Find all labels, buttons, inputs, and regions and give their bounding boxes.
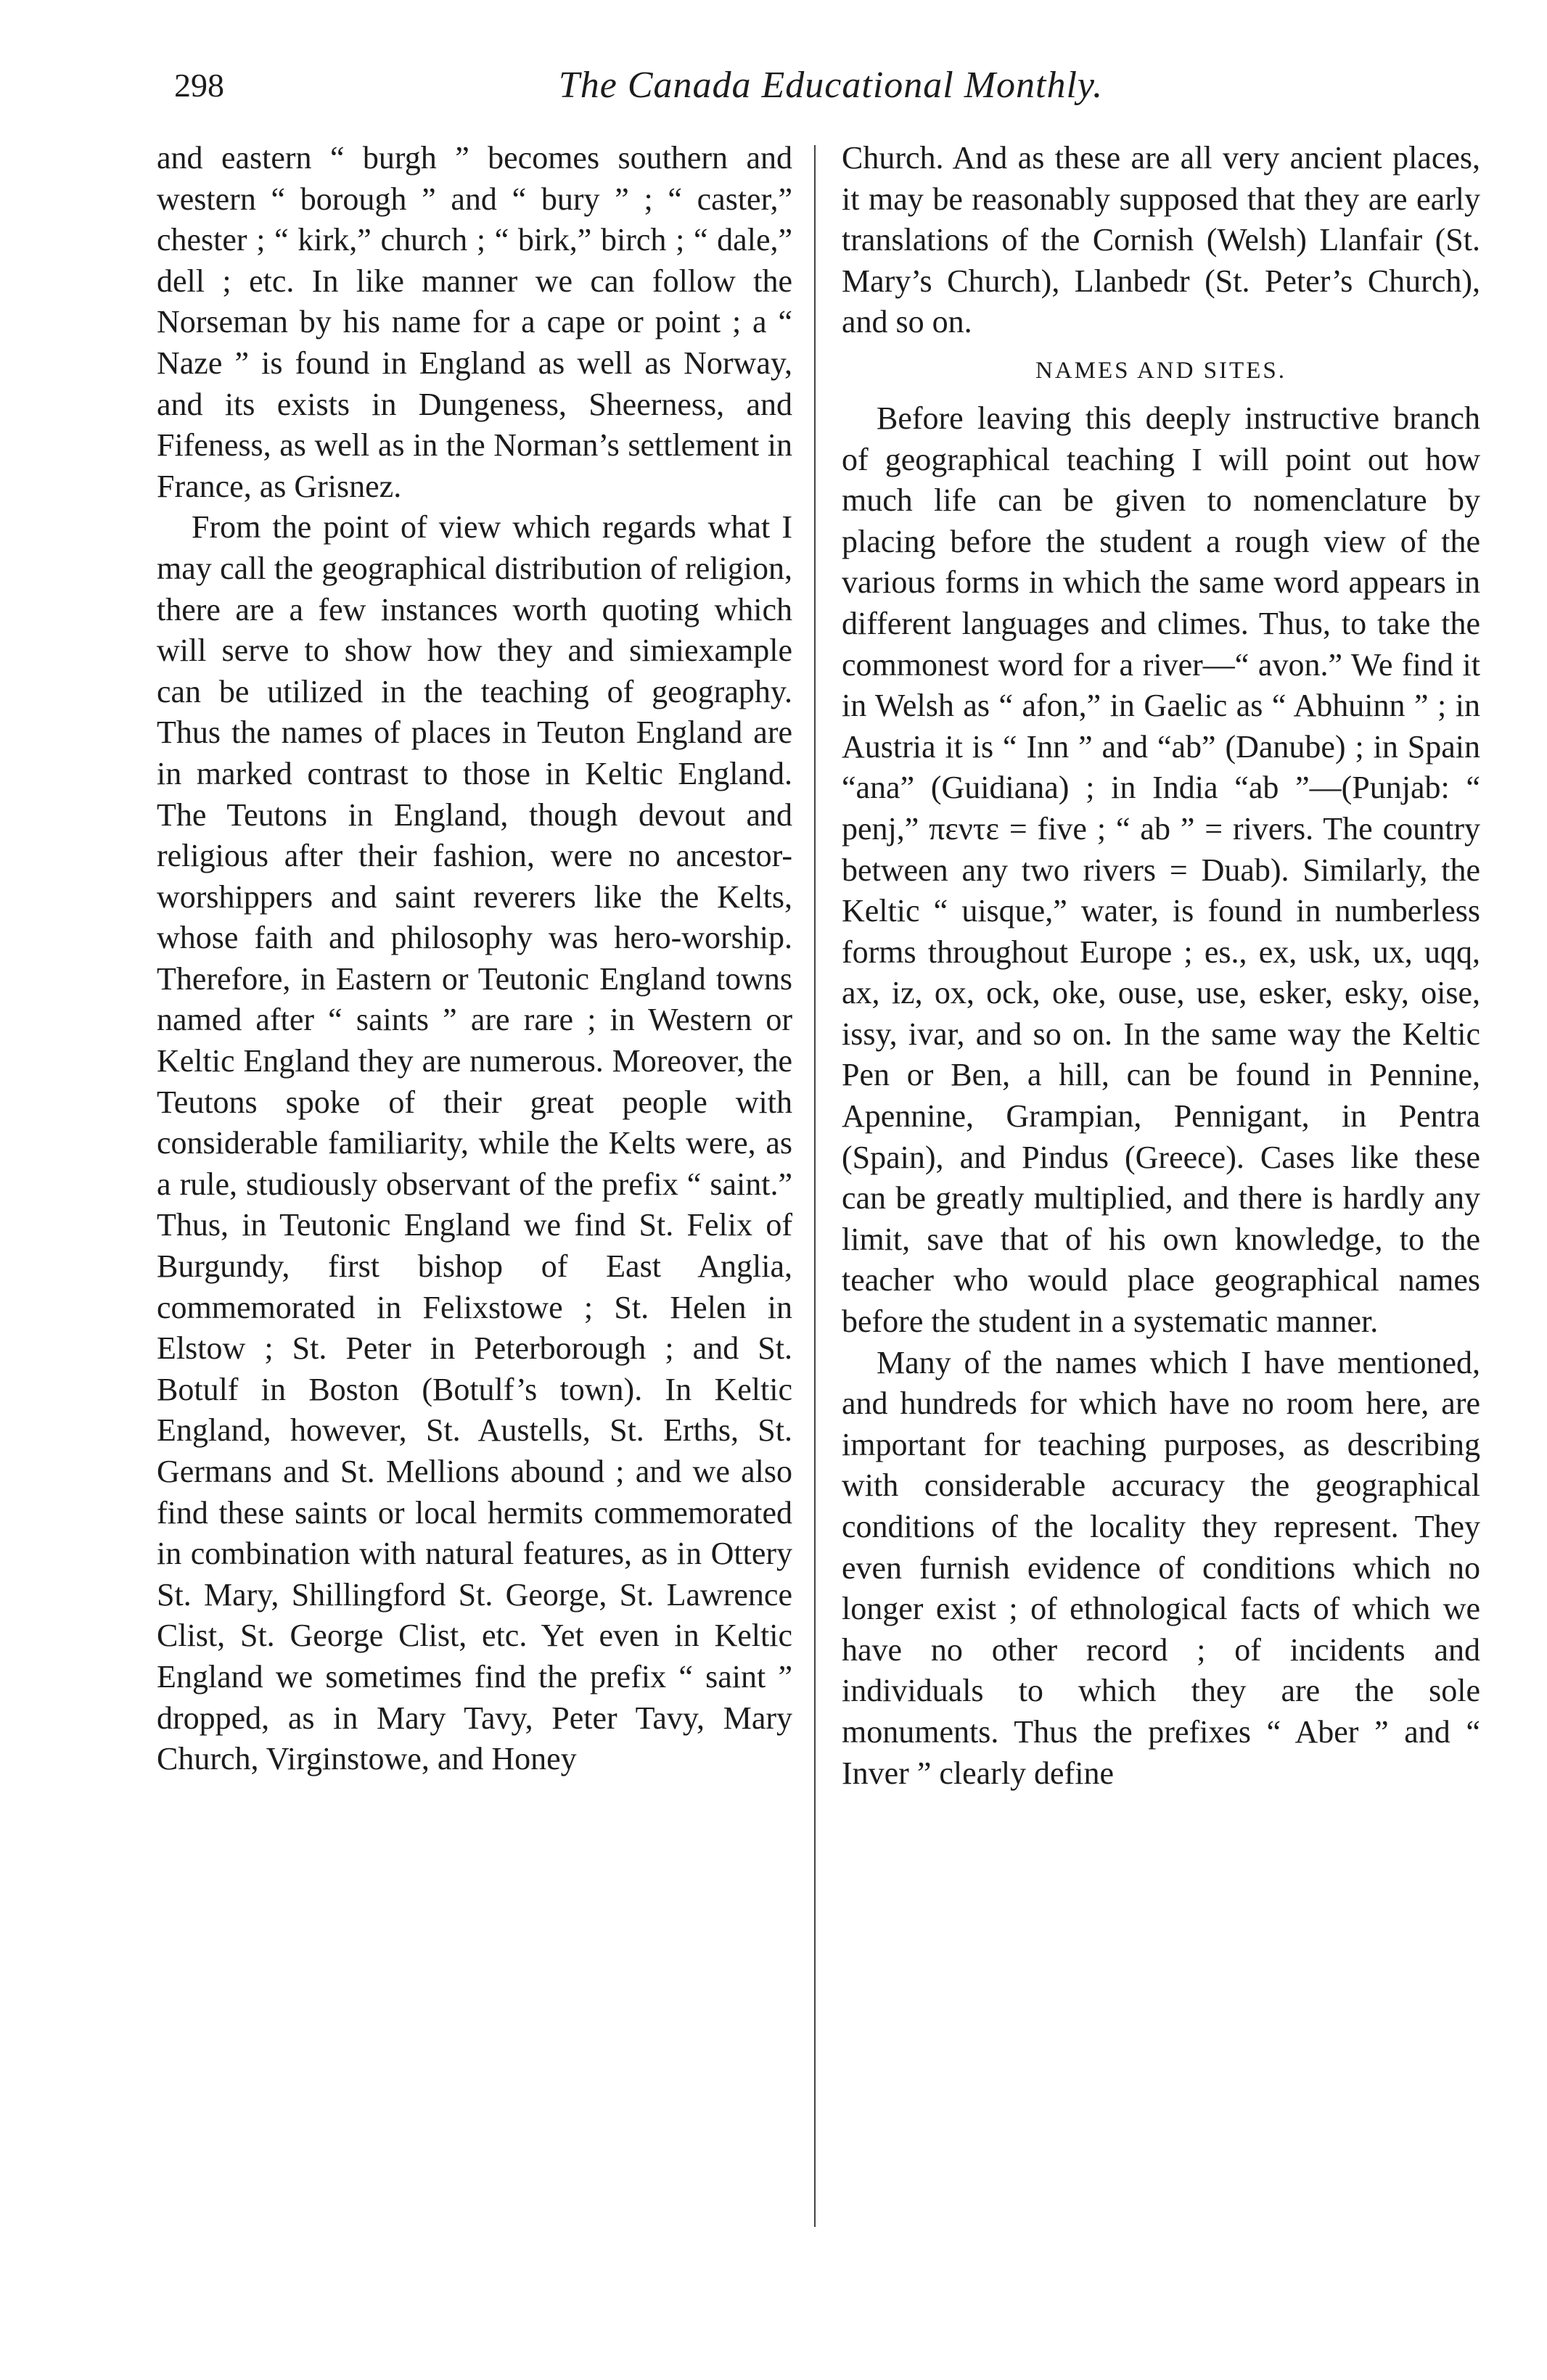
page-number: 298 xyxy=(174,67,224,104)
left-column xyxy=(157,138,792,1780)
left-paragraph-2: From the point of view which regards what I may call the geographical distribution of religion, there are a few instances worth quoting which will serve to show how they and simiexample can be utilized in the teaching of geography. Thus the names of places in Teuton England are in marked contrast to those in Keltic England. The Teutons in England, though devout and religious after their fashion, were no ancestor-worshippers and saint reverers like the Kelts, whose faith and philosophy was hero-worship. Therefore, in Eastern or Teutonic England towns named after “ saints ” are rare ; in Western or Keltic England they are numerous. Moreover, the Teutons spoke of their great people with considerable familiarity, while the Kelts were, as a rule, studiously observant of the prefix “ saint.” Thus, in Teutonic England we find St. Felix of Burgundy, first bishop of East Anglia, commemorated in Felixstowe ; St. Helen in Elstow ; St. Peter in Peterborough ; and St. Botulf in Boston (Botulf’s town). In Keltic England, however, St. Austells, St. Erths, St. Germans and St. Mellions abound ; and we also find these saints or local hermits commemorated in combination with natural features, as in Ottery St. Mary, Shillingford St. George, St. Lawrence Clist, St. George Clist, etc. Yet even in Keltic England we sometimes find the prefix “ saint ” dropped, as in Mary Tavy, Peter Tavy, Mary Church, Virginstowe, and Honey xyxy=(157,509,792,1777)
right-paragraph-2: Before leaving this deeply instructive branch of geographical teaching I will point out how much life can be given to nomenclature by placing before the student a rough view of the various forms in which the same word appears in different languages and climes. Thus, to take the commonest word for a river—“ avon.” We find it in Welsh as “ afon,” in Gaelic as “ Abhuinn ” ; in Austria it is “ Inn ” and “ab” (Danube) ; in Spain “ana” (Guidiana) ; in India “ab ”—(Punjab: “ penj,” πεντε = five ; “ ab ” = rivers. The country between any two rivers = Duab). Similarly, the Keltic “ uisque,” water, is found in numberless forms throughout Europe ; es., ex, usk, ux, uqq, ax, iz, ox, ock, oke, ouse, use, esker, esky, oise, issy, ivar, and so on. In the same way the Keltic Pen or Ben, a hill, can be found in Pennine, Apennine, Grampian, Pennigant, in Pentra (Spain), and Pindus (Greece). Cases like these can be greatly multiplied, and there is hardly any limit, save that of his own knowledge, to the teacher who would place geographical names before the student in a systematic manner. xyxy=(842,400,1480,1340)
left-paragraph-1: and eastern “ burgh ” becomes southern and western “ borough ” and “ bury ” ; “ caster,” chester ; “ kirk,” church ; “ birk,” birch ; “ dale,” dell ; etc. In like manner we can follow the Norseman by his name for a cape or point ; a “ Naze ” is found in England as well as Norway, and its exists in Dungeness, Sheerness, and Fifeness, as well as in the Norman’s settlement in France, as Grisnez. xyxy=(157,140,792,504)
section-heading: NAMES AND SITES. xyxy=(1035,357,1287,384)
right-paragraph-1: Church. And as these are all very ancient places, it may be reasonably supposed that they are early translations of the Cornish (Welsh) Llanfair (St. Mary’s Church), Llanbedr (St. Peter’s Church), and so on. xyxy=(842,140,1480,340)
right-paragraph-3: Many of the names which I have mentioned, and hundreds for which have no room here, are important for teaching purposes, as describing with considerable accuracy the geographical conditions of the locality they represent. They even furnish evidence of conditions which no longer exist ; of ethnological facts of which we have no other record ; of incidents and individuals to which they are the sole monuments. Thus the prefixes “ Aber ” and “ Inver ” clearly define xyxy=(842,1344,1480,1791)
column-divider xyxy=(814,145,816,2227)
running-title: The Canada Educational Monthly. xyxy=(558,65,1104,106)
page-header xyxy=(174,57,1488,115)
right-column xyxy=(842,138,1480,1794)
